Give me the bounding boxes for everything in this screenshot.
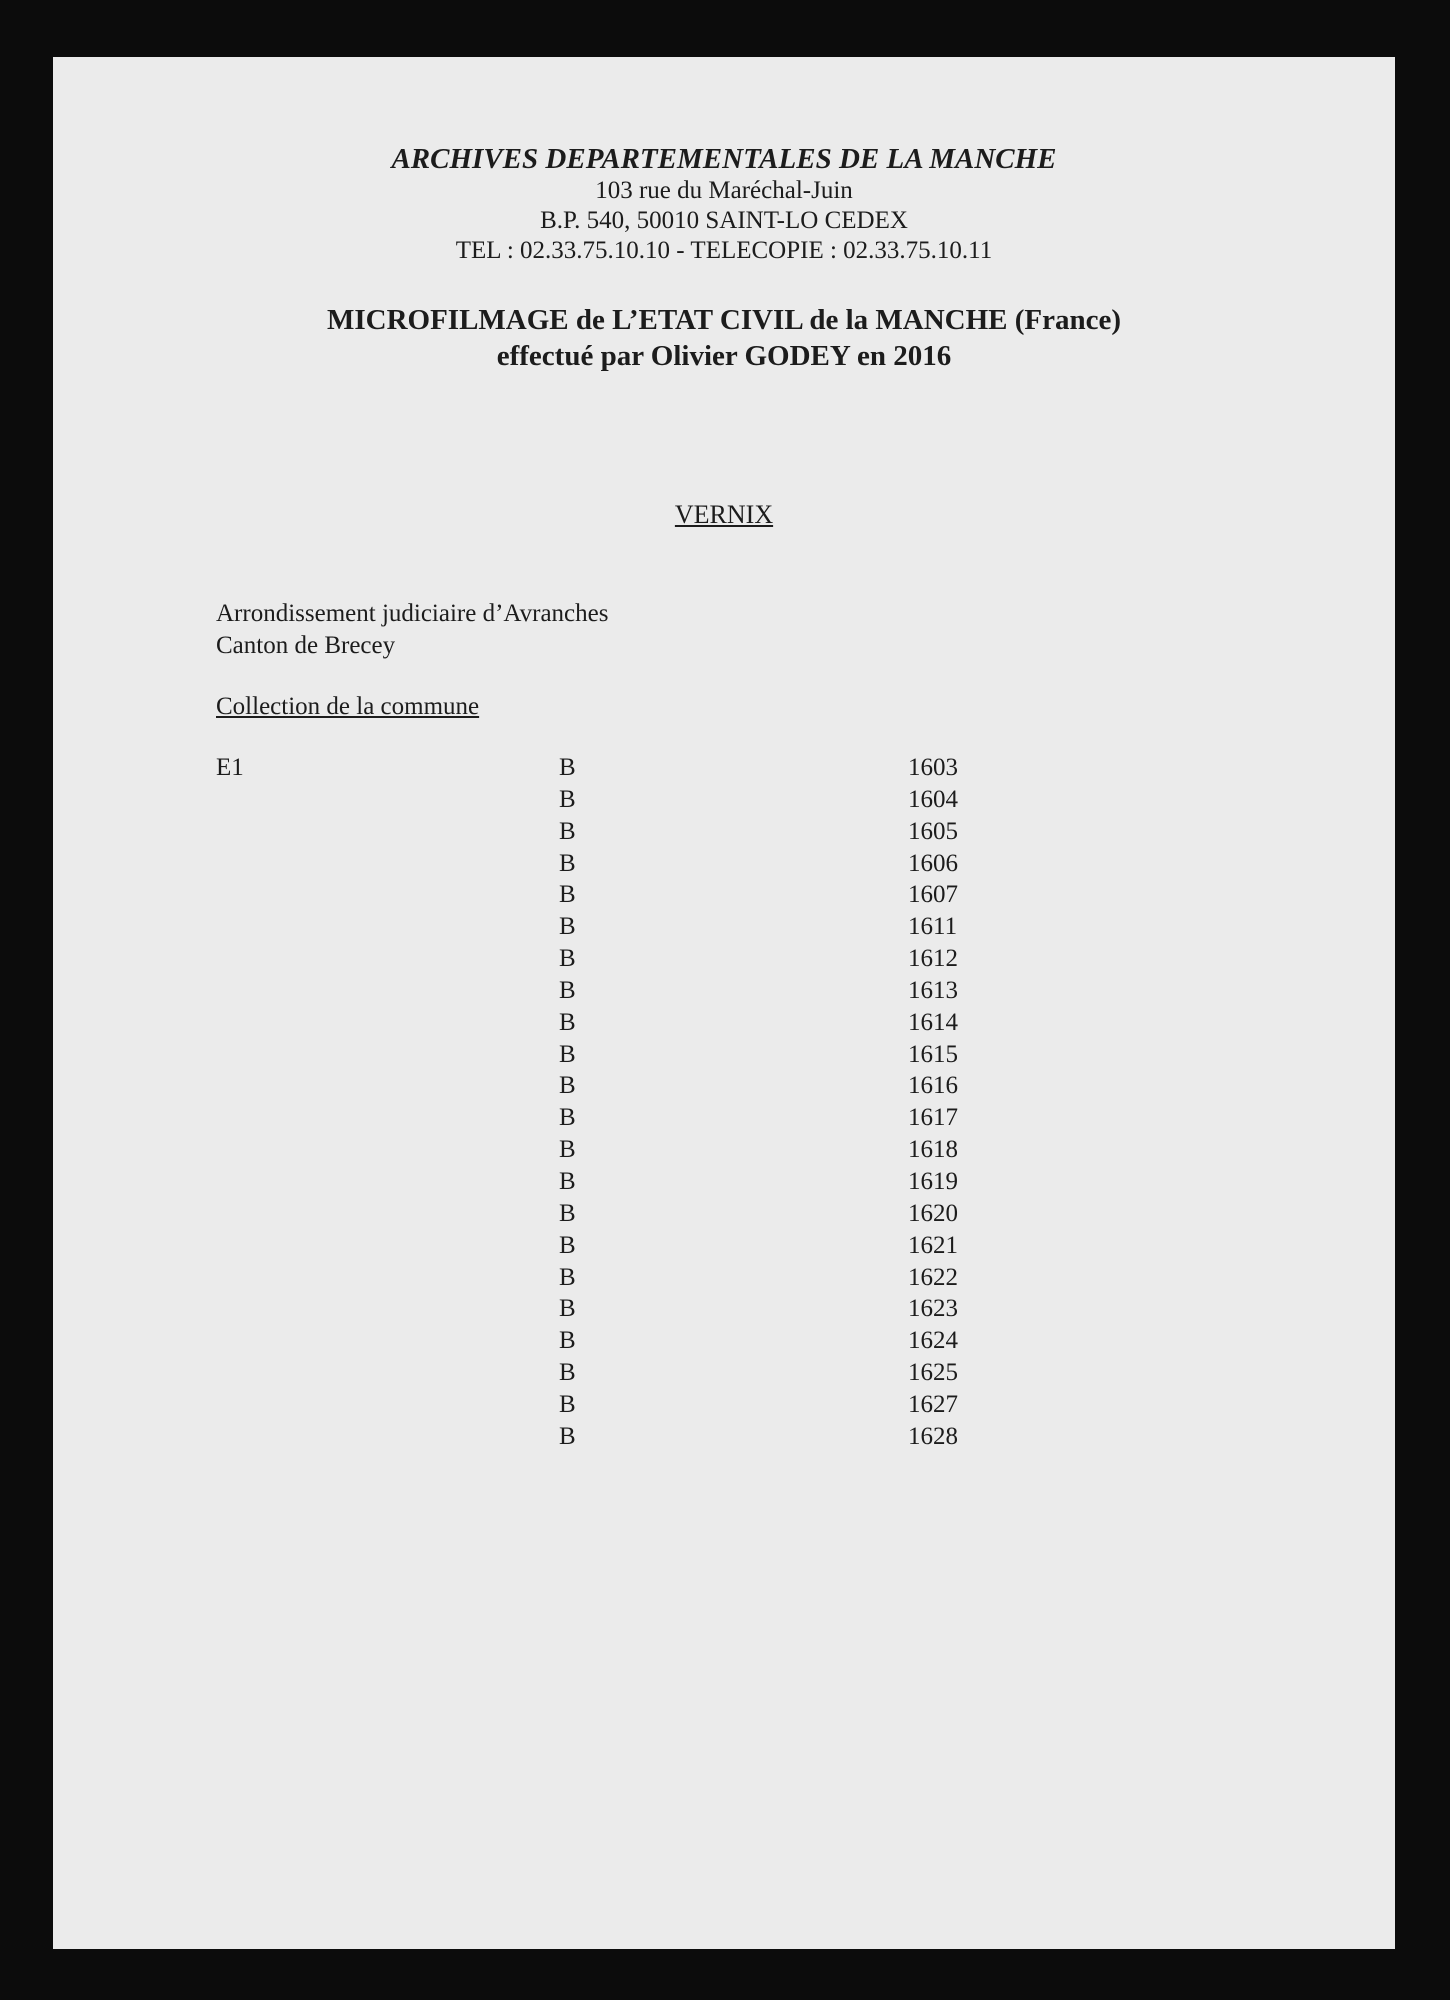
- record-year: 1617: [908, 1104, 958, 1132]
- record-type: B: [559, 1359, 576, 1387]
- record-type: B: [559, 754, 576, 781]
- record-year: 1620: [908, 1199, 958, 1227]
- record-year: 1616: [908, 1072, 958, 1100]
- record-year: 1623: [908, 1295, 958, 1323]
- record-year: 1605: [908, 817, 958, 845]
- record-row: [53, 1168, 1395, 1200]
- record-row: [53, 1041, 1395, 1073]
- record-row: [53, 945, 1395, 977]
- record-row: [53, 1136, 1395, 1168]
- record-year: 1611: [908, 913, 958, 941]
- record-row: [53, 1423, 1395, 1455]
- collection-heading: Collection de la commune: [216, 693, 480, 720]
- record-row: [53, 1009, 1395, 1041]
- record-type: B: [559, 785, 576, 813]
- record-type: B: [559, 976, 576, 1004]
- record-year: 1625: [908, 1359, 958, 1387]
- document-title: [53, 302, 1395, 374]
- record-type: B: [559, 1104, 576, 1132]
- record-type: B: [559, 1040, 576, 1068]
- record-row: [53, 786, 1395, 818]
- record-row: [53, 1104, 1395, 1136]
- record-type: B: [559, 1390, 576, 1418]
- record-type: B: [559, 817, 576, 845]
- record-type: B: [559, 1072, 576, 1100]
- records-list: [53, 754, 1395, 1455]
- record-type: B: [559, 1295, 576, 1323]
- record-row: [53, 1391, 1395, 1423]
- record-year: 1614: [908, 1008, 958, 1036]
- record-type: B: [559, 1327, 576, 1355]
- arrondissement: Arrondissement judiciaire d’Avranches: [216, 600, 609, 627]
- record-year: 1619: [908, 1167, 958, 1195]
- letterhead: [53, 142, 1395, 266]
- record-year: 1615: [908, 1040, 958, 1068]
- record-type: B: [559, 1263, 576, 1291]
- record-year: 1606: [908, 849, 958, 877]
- jurisdiction-info: [216, 598, 608, 662]
- contact-numbers: TEL : 02.33.75.10.10 - TELECOPIE : 02.33.75.10.11: [455, 237, 993, 264]
- record-year: 1621: [908, 1231, 958, 1259]
- record-type: B: [559, 1008, 576, 1036]
- record-type: B: [559, 1199, 576, 1227]
- title-line-1: MICROFILMAGE de L’ETAT CIVIL de la MANCHE (France): [326, 304, 1122, 336]
- record-year: 1603: [908, 754, 958, 781]
- record-row: [53, 1232, 1395, 1264]
- record-row: [53, 1295, 1395, 1327]
- record-year: 1624: [908, 1327, 958, 1355]
- record-year: 1627: [908, 1390, 958, 1418]
- record-type: B: [559, 913, 576, 941]
- record-year: 1628: [908, 1422, 958, 1450]
- title-line-2: effectué par Olivier GODEY en 2016: [496, 340, 952, 372]
- record-year: 1607: [908, 881, 958, 909]
- record-row: [53, 850, 1395, 882]
- cote-label: E1: [216, 754, 244, 781]
- record-row: [53, 881, 1395, 913]
- canton: Canton de Brecey: [216, 632, 396, 659]
- document-sheet: [53, 57, 1395, 1949]
- record-type: B: [559, 1136, 576, 1164]
- record-year: 1622: [908, 1263, 958, 1291]
- record-row: [53, 977, 1395, 1009]
- record-type: B: [559, 1231, 576, 1259]
- record-row: [53, 913, 1395, 945]
- record-type: B: [559, 945, 576, 973]
- record-type: B: [559, 1167, 576, 1195]
- record-row: [53, 818, 1395, 850]
- record-year: 1612: [908, 945, 958, 973]
- record-type: B: [559, 849, 576, 877]
- record-row: [53, 754, 1395, 786]
- record-year: 1604: [908, 785, 958, 813]
- record-year: 1613: [908, 976, 958, 1004]
- record-type: B: [559, 881, 576, 909]
- record-row: [53, 1200, 1395, 1232]
- street-address: 103 rue du Maréchal-Juin: [595, 177, 853, 204]
- record-row: [53, 1264, 1395, 1296]
- postal-address: B.P. 540, 50010 SAINT-LO CEDEX: [540, 207, 908, 234]
- record-row: [53, 1327, 1395, 1359]
- institution-name: ARCHIVES DEPARTEMENTALES DE LA MANCHE: [391, 143, 1057, 175]
- commune-name: VERNIX: [674, 500, 774, 529]
- record-row: [53, 1359, 1395, 1391]
- record-row: [53, 1072, 1395, 1104]
- record-type: B: [559, 1422, 576, 1450]
- record-year: 1618: [908, 1136, 958, 1164]
